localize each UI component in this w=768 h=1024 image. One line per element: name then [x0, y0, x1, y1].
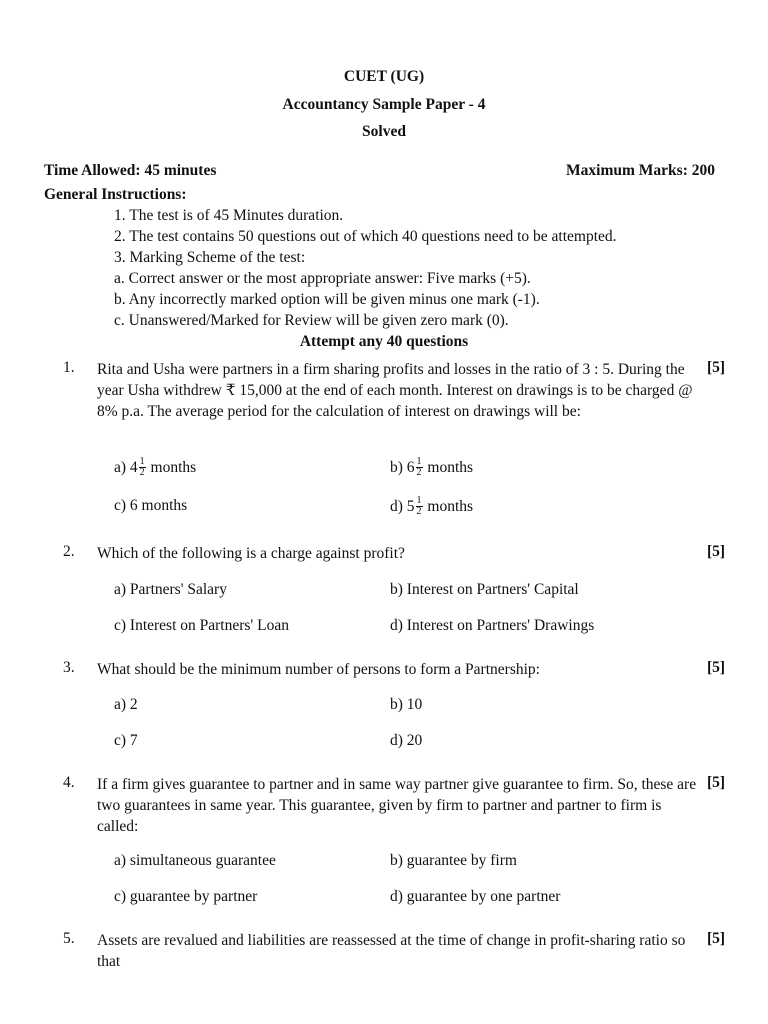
instructions-heading: General Instructions: — [44, 186, 187, 203]
fraction-denominator: 2 — [416, 506, 422, 517]
instruction-item: 2. The test contains 50 questions out of which 40 questions need to be attempted. — [114, 228, 617, 245]
question-marks: [5] — [707, 359, 726, 376]
question-marks: [5] — [707, 659, 726, 676]
instruction-item: b. Any incorrectly marked option will be given minus one mark (-1). — [114, 291, 540, 308]
paper-subtitle: Solved — [362, 123, 406, 140]
option-a[interactable]: a) Partners' Salary — [114, 581, 227, 598]
option-a[interactable] — [114, 458, 196, 479]
option-suffix: months — [423, 498, 474, 516]
option-prefix: d) 5 — [390, 498, 415, 516]
option-d[interactable]: d) 20 — [390, 732, 423, 749]
question-marks: [5] — [707, 774, 726, 791]
fraction — [416, 457, 423, 478]
fraction-numerator: 1 — [416, 495, 422, 506]
question-marks: [5] — [707, 930, 726, 947]
question-number: 2. — [63, 543, 75, 560]
question-text: Rita and Usha were partners in a firm sharing profits and losses in the ratio of 3 : 5. During the year Usha withdrew ₹ 15,000 at the end of each month. Interest on drawings is to be charged @ 8% p.a. The average period for the calculation of interest on drawings will be: — [97, 361, 693, 420]
fraction — [139, 457, 146, 478]
option-suffix: months — [146, 459, 197, 477]
paper-exam-name: CUET (UG) — [343, 68, 425, 85]
option-d[interactable] — [390, 497, 473, 518]
option-b[interactable] — [390, 458, 473, 479]
option-prefix: b) 6 — [390, 459, 415, 477]
option-d[interactable]: d) guarantee by one partner — [390, 888, 561, 905]
option-d[interactable]: d) Interest on Partners' Drawings — [390, 617, 595, 634]
fraction — [416, 496, 423, 517]
option-c[interactable]: c) guarantee by partner — [114, 888, 258, 905]
question-text: What should be the minimum number of persons to form a Partnership: — [97, 661, 540, 678]
option-b[interactable]: b) 10 — [390, 696, 423, 713]
paper-title: Accountancy Sample Paper - 4 — [282, 96, 486, 113]
question-marks: [5] — [707, 543, 726, 560]
option-c[interactable]: c) Interest on Partners' Loan — [114, 617, 289, 634]
option-a[interactable]: a) 2 — [114, 696, 138, 713]
instruction-item: a. Correct answer or the most appropriate answer: Five marks (+5). — [114, 270, 531, 287]
fraction-numerator: 1 — [416, 456, 422, 467]
option-c[interactable]: c) 7 — [114, 732, 138, 749]
question-number: 5. — [63, 930, 75, 947]
section-title: Attempt any 40 questions — [299, 333, 469, 350]
fraction-denominator: 2 — [416, 467, 422, 478]
question-text: Assets are revalued and liabilities are reassessed at the time of change in profit-sharing ratio so that — [97, 932, 686, 970]
time-allowed: Time Allowed: 45 minutes — [44, 162, 217, 179]
instruction-item: 1. The test is of 45 Minutes duration. — [114, 207, 344, 224]
question-number: 1. — [63, 359, 75, 376]
option-prefix: a) 4 — [114, 459, 138, 477]
question-number: 4. — [63, 774, 75, 791]
option-b[interactable]: b) guarantee by firm — [390, 852, 517, 869]
instruction-item: 3. Marking Scheme of the test: — [114, 249, 306, 266]
maximum-marks: Maximum Marks: 200 — [566, 162, 715, 179]
question-text: If a firm gives guarantee to partner and in same way partner give guarantee to firm. So, these are two guarantees in same year. This guarantee, given by firm to partner and partner to firm is called: — [97, 776, 697, 835]
option-a[interactable]: a) simultaneous guarantee — [114, 852, 276, 869]
question-text: Which of the following is a charge against profit? — [97, 545, 405, 562]
option-b[interactable]: b) Interest on Partners' Capital — [390, 581, 579, 598]
instruction-item: c. Unanswered/Marked for Review will be given zero mark (0). — [114, 312, 509, 329]
option-c[interactable]: c) 6 months — [114, 497, 188, 514]
fraction-numerator: 1 — [139, 456, 145, 467]
option-suffix: months — [423, 459, 474, 477]
question-number: 3. — [63, 659, 75, 676]
fraction-denominator: 2 — [139, 467, 145, 478]
